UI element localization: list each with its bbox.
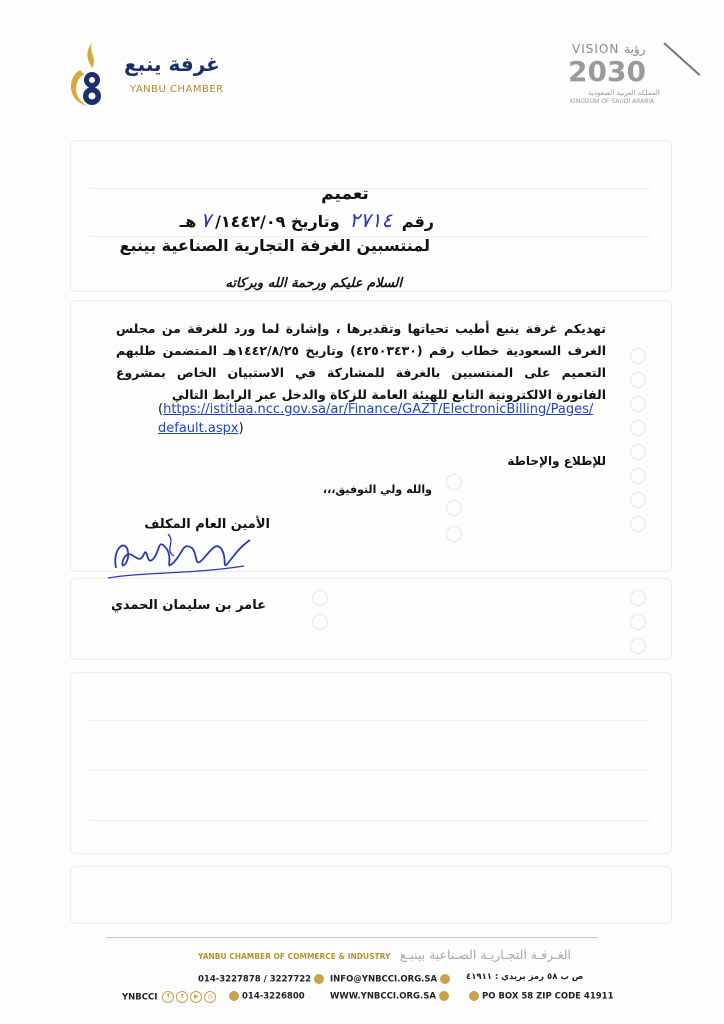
vision-subtitle-arabic: المملكة العربية السعودية [588,89,660,97]
footer-pobox-arabic: ص ب ٥٨ رمز بريدي : ٤١٩١١ [466,972,584,982]
background-form-section [70,578,672,660]
footer-pobox-english: PO BOX 58 ZIP CODE 41911 [466,991,614,1002]
footer-social: YNBCCI f t ▶ ◎ [122,991,216,1003]
background-radio [630,348,646,364]
background-radio [446,500,462,516]
vision-subtitle-english: KINGDOM OF SAUDI ARABIA [570,98,655,105]
background-form-line [90,770,650,771]
inform-line: للإطلاع والإحاطة [507,454,606,468]
background-radio [630,638,646,654]
background-form-section [70,866,672,924]
youtube-icon[interactable]: ▶ [190,991,202,1003]
vision-2030-logo [566,42,666,108]
background-radio [446,526,462,542]
link-open-paren: ( [158,402,164,417]
background-form-section [70,672,672,854]
signatory-title: الأمين العام المكلف [144,517,270,532]
mailbox-icon [469,991,479,1001]
org-name-arabic: غرفة ينبع [124,52,220,76]
org-name-english: YANBU CHAMBER [130,84,224,95]
corner-mark [663,42,700,76]
yanbu-chamber-emblem-icon [62,40,118,112]
background-radio [630,590,646,606]
footer-org-name-english: YANBU CHAMBER OF COMMERCE & INDUSTRY [198,952,391,961]
background-radio [630,492,646,508]
background-form-line [90,720,650,721]
phone-icon [314,974,324,984]
link-close-paren: ) [238,421,244,436]
email-icon [440,974,450,984]
letter-body: تهديكم غرفة ينبع أطيب تحياتها وتقديرها ، وإشارة لما ورد للغرفة من مجلس الغرف السعودية خطاب رقم (٤٢٥٠٣٤٣٠) وتاريخ ١٤٤٢/٨/٢٥هـ المتضمن طلبهم التعميم على المنتسبين بالغرفة للمشاركة في الاستبيان الخاص بمشروع الفاتورة الالكترونية التابع للهيئة العامة للزكاة والدخل عبر الرابط التالي [116,321,606,402]
background-radio [630,420,646,436]
background-radio [630,516,646,532]
greeting: السلام عليكم ورحمة الله وبركاته [225,276,402,291]
footer-org-name-arabic: الغـرفـة التجـاريـة الصـناعية بينبـع [400,947,572,962]
handwritten-signature [104,528,254,588]
twitter-icon[interactable]: t [176,991,188,1003]
date-prefix: وتاريخ [290,212,340,231]
globe-icon [439,991,449,1001]
date-rest: /١٤٤٢/٠٩هـ [179,212,286,231]
background-form-line [90,820,650,821]
background-radio [630,444,646,460]
vision-label: VISION رؤية [572,42,646,56]
footer-phone-1: 014-3227878 / 3227722 [198,974,327,985]
background-radio [312,614,328,630]
ref-prefix: رقم [401,212,434,231]
background-radio [630,372,646,388]
recipients-line: لمنتسبين الغرفة التجارية الصناعية بينبع [119,236,430,255]
footer-phone-2: 014-3226800 [226,991,305,1002]
closing-line: والله ولي التوفيق،،، [322,483,432,496]
survey-link[interactable]: https://istitlaa.ncc.gov.sa/ar/Finance/GAZT/ElectronicBilling/Pages/default.aspx [158,402,594,436]
background-radio [630,614,646,630]
footer-email: INFO@YNBCCI.ORG.SA [330,974,453,985]
footer-divider [106,937,598,938]
instagram-icon[interactable]: ◎ [204,991,216,1003]
signatory-name: عامر بن سليمان الحمدي [111,598,266,613]
ref-number-handwritten: ٢٧١٤ [349,208,393,232]
vision-year: 2030 [568,55,646,88]
footer-website: WWW.YNBCCI.ORG.SA [330,991,452,1002]
survey-link-line [158,400,598,438]
background-radio [630,396,646,412]
letter-title: تعميم [321,184,369,204]
background-radio [312,590,328,606]
fax-icon [229,991,239,1001]
facebook-icon[interactable]: f [162,991,174,1003]
reference-line [180,208,434,232]
background-radio [630,468,646,484]
background-radio [446,474,462,490]
date-day-handwritten: ٧ [200,208,212,232]
yanbu-chamber-logo [62,40,232,116]
